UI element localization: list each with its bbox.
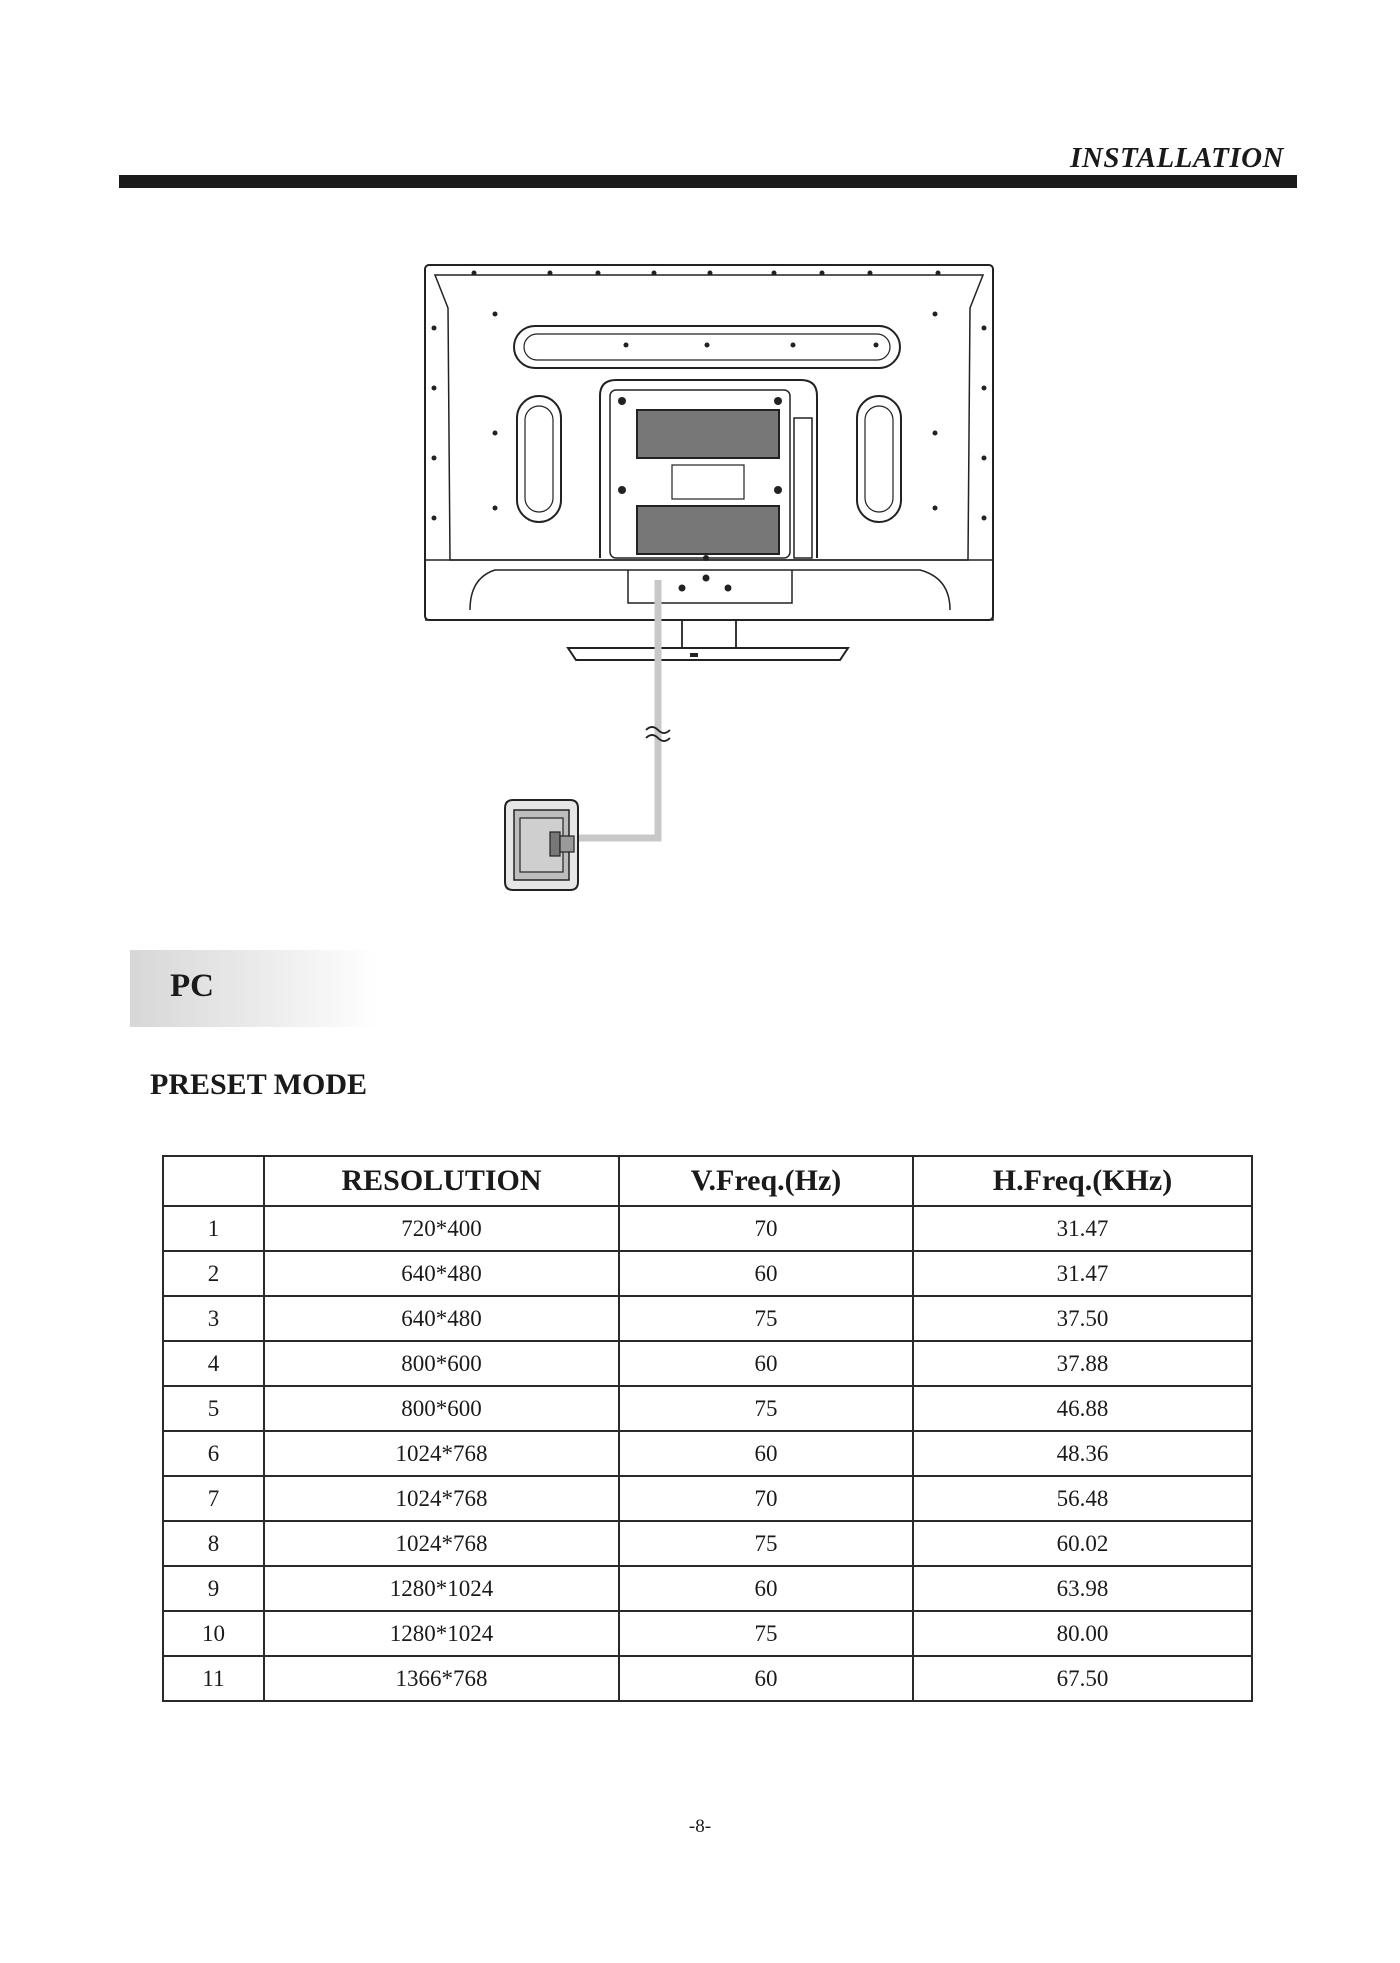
cell-index: 2 (163, 1251, 264, 1296)
cell-hfreq: 31.47 (913, 1251, 1252, 1296)
cell-resolution: 1280*1024 (264, 1611, 619, 1656)
cell-vfreq: 60 (619, 1341, 913, 1386)
cell-resolution: 800*600 (264, 1386, 619, 1431)
cell-vfreq: 75 (619, 1296, 913, 1341)
table-row (163, 1521, 1252, 1566)
cell-resolution: 720*400 (264, 1206, 619, 1251)
column-header-vfreq: V.Freq.(Hz) (619, 1156, 913, 1206)
cell-index: 8 (163, 1521, 264, 1566)
page-number: -8- (688, 1816, 712, 1837)
cell-resolution: 1280*1024 (264, 1566, 619, 1611)
table-row (163, 1656, 1252, 1701)
tv-connection-diagram (410, 258, 1000, 898)
table-row (163, 1566, 1252, 1611)
wall-outlet (505, 800, 578, 890)
cell-hfreq: 80.00 (913, 1611, 1252, 1656)
cell-index: 6 (163, 1431, 264, 1476)
column-header-resolution: RESOLUTION (264, 1156, 619, 1206)
cell-vfreq: 70 (619, 1476, 913, 1521)
table-row (163, 1611, 1252, 1656)
cell-hfreq: 67.50 (913, 1656, 1252, 1701)
table-row (163, 1251, 1252, 1296)
cell-index: 9 (163, 1566, 264, 1611)
table-row (163, 1386, 1252, 1431)
cell-vfreq: 75 (619, 1521, 913, 1566)
cell-hfreq: 31.47 (913, 1206, 1252, 1251)
cell-hfreq: 46.88 (913, 1386, 1252, 1431)
cell-resolution: 1024*768 (264, 1476, 619, 1521)
table-row (163, 1296, 1252, 1341)
cell-index: 4 (163, 1341, 264, 1386)
tv-rear-panel (425, 265, 993, 660)
cell-hfreq: 63.98 (913, 1566, 1252, 1611)
cell-index: 5 (163, 1386, 264, 1431)
cell-vfreq: 60 (619, 1431, 913, 1476)
preset-mode-title: PRESET MODE (150, 1068, 367, 1101)
cell-hfreq: 48.36 (913, 1431, 1252, 1476)
cell-resolution: 640*480 (264, 1251, 619, 1296)
table-row (163, 1341, 1252, 1386)
cell-hfreq: 60.02 (913, 1521, 1252, 1566)
cell-vfreq: 70 (619, 1206, 913, 1251)
cell-resolution: 1366*768 (264, 1656, 619, 1701)
cell-hfreq: 56.48 (913, 1476, 1252, 1521)
cell-vfreq: 60 (619, 1251, 913, 1296)
cell-resolution: 640*480 (264, 1296, 619, 1341)
table-row (163, 1431, 1252, 1476)
page-header-title: INSTALLATION (1070, 142, 1284, 174)
cell-resolution: 1024*768 (264, 1431, 619, 1476)
cell-index: 11 (163, 1656, 264, 1701)
table-row (163, 1476, 1252, 1521)
column-header-index (163, 1156, 264, 1206)
cell-hfreq: 37.50 (913, 1296, 1252, 1341)
antenna-cable (578, 580, 670, 838)
preset-mode-table (162, 1155, 1253, 1702)
cell-index: 7 (163, 1476, 264, 1521)
cell-vfreq: 75 (619, 1611, 913, 1656)
cell-resolution: 1024*768 (264, 1521, 619, 1566)
table-header-row (163, 1156, 1252, 1206)
section-tab-pc (130, 950, 378, 1027)
cell-index: 10 (163, 1611, 264, 1656)
column-header-hfreq: H.Freq.(KHz) (913, 1156, 1252, 1206)
cell-index: 3 (163, 1296, 264, 1341)
cell-vfreq: 60 (619, 1566, 913, 1611)
cell-hfreq: 37.88 (913, 1341, 1252, 1386)
cell-index: 1 (163, 1206, 264, 1251)
header-rule (119, 175, 1297, 188)
cell-vfreq: 60 (619, 1656, 913, 1701)
section-label: PC (170, 968, 214, 1004)
cell-resolution: 800*600 (264, 1341, 619, 1386)
cell-vfreq: 75 (619, 1386, 913, 1431)
table-row (163, 1206, 1252, 1251)
